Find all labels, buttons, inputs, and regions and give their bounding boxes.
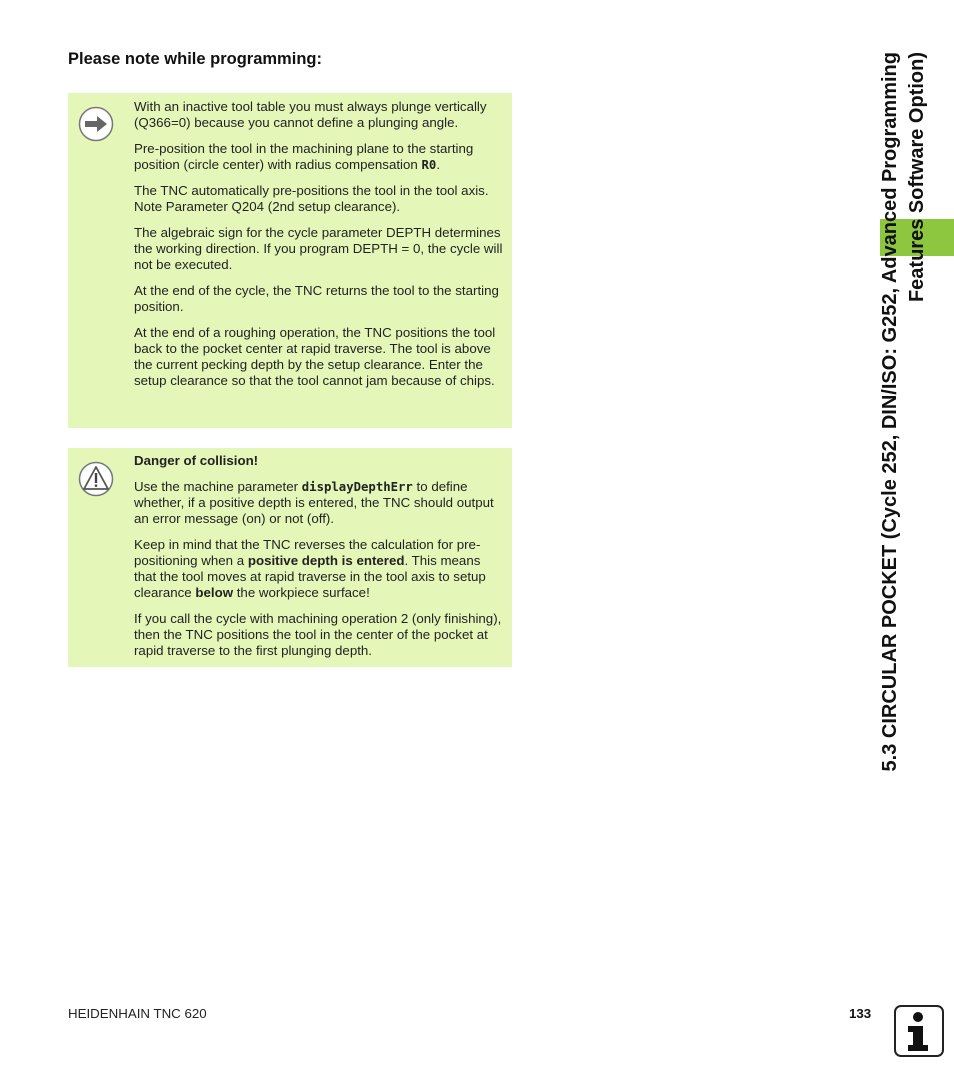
note-paragraph-5: At the end of the cycle, the TNC returns the tool to the starting position. [134, 283, 499, 314]
radius-compensation-code: R0 [421, 158, 437, 172]
warning-paragraph-3: If you call the cycle with machining operation 2 (only finishing), then the TNC positions the tool in the center of the pocket at rapid traverse to the first plunging depth. [134, 611, 502, 658]
note-paragraph-2: Pre-position the tool in the machining plane to the starting position (circle center) with radius compensation R0. [134, 141, 474, 172]
running-title-line-1: 5.3 CIRCULAR POCKET (Cycle 252, DIN/ISO: G252, Advanced Programming [879, 52, 901, 772]
note-paragraph-6: At the end of a roughing operation, the TNC positions the tool back to the pocket center at rapid traverse. The tool is above the current pecking depth by the setup clearance. Enter the setup clearance so that the tool cannot jam because of chips. [134, 325, 496, 388]
arrow-right-icon [78, 106, 114, 142]
warning-paragraph-1: Use the machine parameter displayDepthErr to define whether, if a positive depth is entered, the TNC should output an error message (on) or not (off). [134, 479, 494, 526]
note-text [134, 99, 506, 399]
warning-text [134, 453, 506, 669]
info-icon [894, 1005, 944, 1057]
running-title [873, 52, 949, 964]
note-paragraph-3: The TNC automatically pre-positions the tool in the tool axis. Note Parameter Q204 (2nd setup clearance). [134, 183, 489, 214]
running-title-line-2: Features Software Option) [906, 52, 928, 303]
warning-title: Danger of collision! [134, 453, 259, 468]
note-box [68, 93, 512, 428]
footer-product-name: HEIDENHAIN TNC 620 [68, 1006, 207, 1021]
warning-paragraph-2: Keep in mind that the TNC reverses the calculation for pre-positioning when a positive depth is entered. This means that the tool moves at rapid traverse in the tool axis to setup clearance below the workpiece surface! [134, 537, 486, 600]
machine-parameter-code: displayDepthErr [301, 480, 413, 494]
warning-box [68, 448, 512, 667]
page-number: 133 [849, 1006, 872, 1021]
warning-triangle-icon [78, 461, 114, 497]
note-paragraph-4: The algebraic sign for the cycle parameter DEPTH determines the working direction. If you program DEPTH = 0, the cycle will not be executed. [134, 225, 503, 272]
note-paragraph-1: With an inactive tool table you must always plunge vertically (Q366=0) because you cannot define a plunging angle. [134, 99, 487, 130]
section-heading: Please note while programming: [68, 50, 322, 68]
